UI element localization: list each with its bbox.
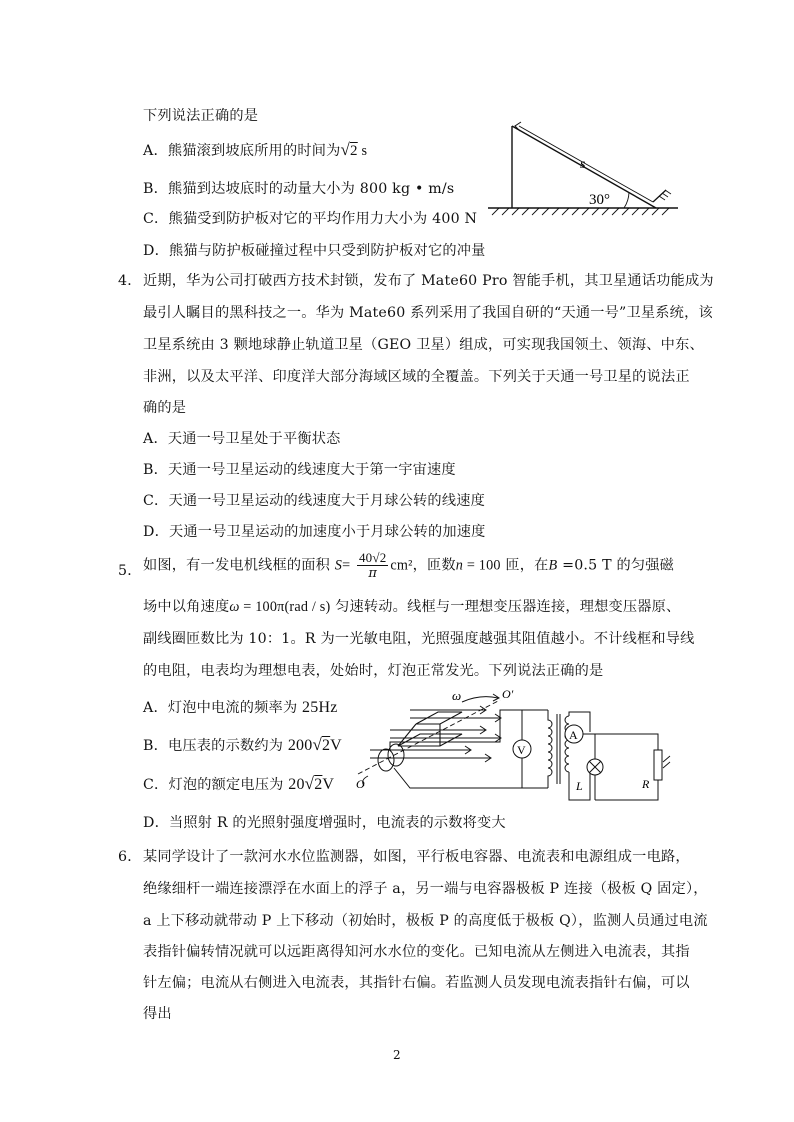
q6-line-6: 得出 bbox=[143, 1006, 172, 1022]
q5-number: 5． bbox=[118, 563, 142, 579]
q5-line-1 bbox=[143, 550, 674, 581]
q5-option-b: B．电压表的示数约为 200√2V bbox=[143, 735, 342, 754]
option-text: 电压表的示数约为 bbox=[168, 738, 288, 754]
unit: V bbox=[322, 776, 335, 793]
option-text: 灯泡的额定电压为 bbox=[168, 777, 289, 793]
text: 场中以角速度 bbox=[143, 599, 230, 615]
q4-option-a bbox=[143, 428, 341, 448]
option-letter: C． bbox=[143, 493, 169, 509]
symbol-b: B bbox=[548, 557, 558, 574]
symbol-n: n bbox=[455, 557, 464, 574]
option-letter: A． bbox=[143, 700, 168, 716]
option-text: 当照射 R 的光照射强度增强时，电流表的示数将变大 bbox=[168, 815, 506, 831]
symbol-omega: ω bbox=[229, 599, 240, 615]
option-math: 200 bbox=[287, 737, 313, 754]
page-number: 2 bbox=[393, 1048, 401, 1062]
q5-option-a bbox=[143, 697, 338, 717]
q4-option-c bbox=[143, 490, 485, 510]
q3-option-b bbox=[143, 178, 454, 198]
q4-option-b bbox=[143, 459, 456, 479]
equals: = bbox=[342, 557, 351, 574]
q6-line-3: a 上下移动就带动 P 上下移动（初始时，极板 P 的高度低于极板 Q），监测人员通过电流 bbox=[143, 913, 708, 929]
label-angle: 30° bbox=[589, 192, 610, 208]
q4-line-5: 确的是 bbox=[143, 400, 187, 416]
label-omega: ω bbox=[452, 688, 462, 703]
option-letter: B． bbox=[143, 738, 169, 754]
option-letter: A． bbox=[143, 143, 168, 159]
label-o: O bbox=[356, 777, 365, 791]
q3-stem-tail: 下列说法正确的是 bbox=[143, 108, 259, 124]
text: =0.5 T 的匀强磁 bbox=[557, 557, 674, 574]
option-letter: C． bbox=[143, 777, 169, 793]
option-text: 熊猫到达坡底时的动量大小为 800 kg • m/s bbox=[168, 181, 455, 197]
option-letter: B． bbox=[143, 462, 169, 478]
generator-circuit-figure bbox=[350, 688, 670, 810]
q4-number: 4． bbox=[118, 273, 142, 289]
q6-line-2: 绝缘细杆一端连接漂浮在水面上的浮子 a，另一端与电容器极板 P 连接（极板 Q 固定）， bbox=[143, 881, 708, 897]
sqrt-value: 2 bbox=[350, 143, 358, 159]
q4-line-2: 最引人瞩目的黑科技之一。华为 Mate60 系列采用了我国自研的“天通一号”卫星系统，该 bbox=[143, 305, 713, 321]
incline-figure bbox=[488, 118, 683, 218]
fraction-denominator: π bbox=[368, 566, 378, 581]
option-text: 灯泡中电流的频率为 bbox=[167, 700, 303, 716]
ammeter-label: A bbox=[569, 728, 578, 742]
lamp-label: L bbox=[576, 779, 583, 793]
option-text: 熊猫受到防护板对它的平均作用力大小为 400 N bbox=[168, 211, 478, 227]
option-math: 20 bbox=[288, 776, 305, 793]
q6-line-1: 某同学设计了一款河水水位监测器，如图，平行板电容器、电流表和电源组成一电路， bbox=[143, 849, 690, 865]
q5-line-2 bbox=[143, 596, 680, 616]
option-letter: D． bbox=[143, 815, 169, 831]
q3-option-a: A．熊猫滚到坡底所用的时间为√2 s bbox=[143, 140, 368, 159]
resistor-label: R bbox=[642, 777, 650, 791]
option-letter: D． bbox=[143, 524, 169, 540]
q4-line-3: 卫星系统由 3 颗地球静止轨道卫星（GEO 卫星）组成，可实现我国领土、领海、中东、 bbox=[143, 337, 704, 353]
option-text: 天通一号卫星运动的加速度小于月球公转的加速度 bbox=[168, 524, 486, 540]
option-text: 天通一号卫星处于平衡状态 bbox=[167, 431, 341, 447]
value: = 100 bbox=[463, 557, 501, 574]
q4-option-d bbox=[143, 521, 486, 541]
option-letter: A． bbox=[143, 431, 168, 447]
unit: V bbox=[330, 737, 342, 754]
text: 如图，有一发电机线框的面积 bbox=[143, 557, 331, 574]
symbol-s: S bbox=[334, 557, 343, 574]
q5-option-d bbox=[143, 812, 506, 832]
option-letter: D． bbox=[143, 243, 169, 259]
option-letter: B． bbox=[143, 181, 169, 197]
option-text: 熊猫与防护板碰撞过程中只受到防护板对它的冲量 bbox=[168, 243, 486, 259]
option-text: 天通一号卫星运动的线速度大于第一宇宙速度 bbox=[168, 462, 456, 478]
q4-line-4: 非洲，以及太平洋、印度洋大部分海域区域的全覆盖。下列关于天通一号卫星的说法正 bbox=[143, 369, 690, 385]
label-o-prime: O′ bbox=[502, 687, 514, 701]
option-letter: C． bbox=[143, 211, 169, 227]
q4-line-1: 近期，华为公司打破西方技术封锁，发布了 Mate60 Pro 智能手机，其卫星通话功能成为 bbox=[143, 273, 714, 289]
fraction-numerator: 40√2 bbox=[358, 550, 387, 565]
sqrt-value: 2 bbox=[321, 737, 331, 754]
q5-option-c: C．灯泡的额定电压为 20√2V bbox=[143, 774, 335, 793]
option-text: 天通一号卫星运动的线速度大于月球公转的线速度 bbox=[168, 493, 485, 509]
q5-line-3: 副线圈匝数比为 10：1。R 为一光敏电阻，光照强度越强其阻值越小。不计线框和导线 bbox=[143, 631, 695, 647]
q6-line-5: 针左偏；电流从右侧进入电流表，其指针右偏。若监测人员发现电流表指针右偏，可以 bbox=[143, 975, 690, 991]
q3-option-d bbox=[143, 240, 486, 260]
text: 匝，在 bbox=[500, 557, 549, 574]
text: ，匝数 bbox=[412, 557, 456, 574]
q6-number: 6． bbox=[118, 849, 142, 865]
q5-line-4: 的电阻，电表均为理想电表，处始时，灯泡正常发光。下列说法正确的是 bbox=[143, 663, 604, 679]
sqrt-value: 2 bbox=[314, 776, 323, 793]
text: 匀速转动。线框与一理想变压器连接，理想变压器原、 bbox=[330, 599, 681, 615]
value: = 100π(rad / s) bbox=[239, 599, 331, 615]
option-text: 熊猫滚到坡底所用的时间为 bbox=[167, 143, 341, 159]
q6-line-4: 表指针偏转情况就可以远距离得知河水水位的变化。已知电流从左侧进入电流表，其指 bbox=[143, 944, 690, 960]
label-s: s bbox=[580, 157, 586, 172]
unit: cm² bbox=[390, 557, 413, 574]
voltmeter-label: V bbox=[517, 743, 526, 757]
area-fraction bbox=[357, 550, 388, 581]
option-math: 25Hz bbox=[302, 699, 338, 716]
q3-option-c bbox=[143, 208, 477, 228]
unit: s bbox=[357, 143, 368, 159]
